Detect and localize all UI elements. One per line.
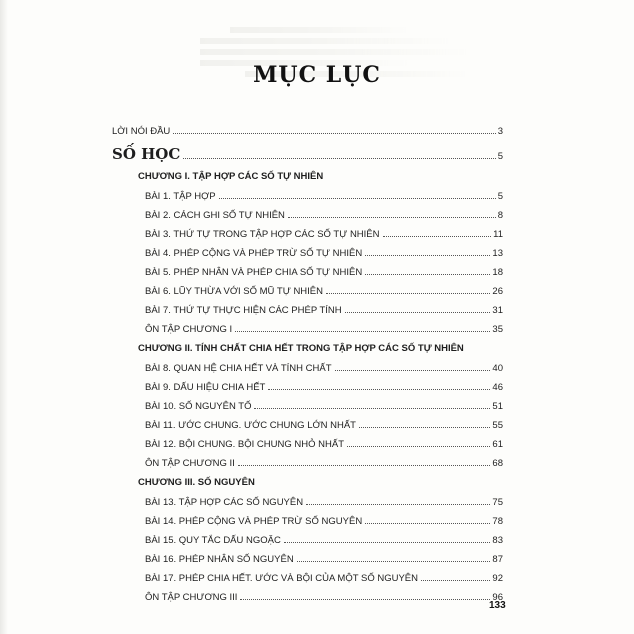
toc-entry-label: BÀI 11. ƯỚC CHUNG. ƯỚC CHUNG LỚN NHẤT <box>145 420 356 431</box>
toc-entry-label: BÀI 12. BỘI CHUNG. BỘI CHUNG NHỎ NHẤT <box>145 439 344 450</box>
toc-entry <box>112 244 503 263</box>
dot-leader <box>284 542 491 543</box>
toc-entry-label: ÔN TẬP CHƯƠNG I <box>145 324 233 335</box>
table-of-contents <box>112 122 503 607</box>
toc-entry-label: BÀI 14. PHÉP CỘNG VÀ PHÉP TRỪ SỐ NGUYÊN <box>145 516 363 527</box>
toc-entry-label: BÀI 6. LŨY THỪA VỚI SỐ MŨ TỰ NHIÊN <box>145 286 323 297</box>
toc-part-heading <box>112 141 503 167</box>
toc-entry-page: 92 <box>492 573 503 584</box>
toc-entry-label: BÀI 2. CÁCH GHI SỐ TỰ NHIÊN <box>145 210 285 221</box>
dot-leader <box>383 236 492 237</box>
toc-entry-label: BÀI 3. THỨ TỰ TRONG TẬP HỢP CÁC SỐ TỰ NHIÊN <box>145 229 380 240</box>
toc-entry-label: BÀI 13. TẬP HỢP CÁC SỐ NGUYÊN <box>145 497 304 508</box>
toc-entry-label: BÀI 4. PHÉP CỘNG VÀ PHÉP TRỪ SỐ TỰ NHIÊN <box>145 248 363 259</box>
dot-leader <box>297 561 491 562</box>
toc-entry-page: 83 <box>492 535 503 546</box>
toc-chapter-heading <box>112 339 503 359</box>
dot-leader <box>365 255 490 256</box>
dot-leader <box>365 523 490 524</box>
toc-entry-page: 5 <box>497 191 503 202</box>
dot-leader <box>238 465 491 466</box>
dot-leader <box>183 158 495 159</box>
toc-entry-label: CHƯƠNG II. TÍNH CHẤT CHIA HẾT TRONG TẬP HỢP CÁC SỐ TỰ NHIÊN <box>138 343 464 354</box>
dot-leader <box>219 198 496 199</box>
toc-entry <box>112 531 503 550</box>
toc-entry-label: CHƯƠNG III. SỐ NGUYÊN <box>138 477 255 488</box>
toc-entry-page: 96 <box>492 592 503 603</box>
toc-entry-page: 51 <box>492 401 503 412</box>
toc-entry <box>112 493 503 512</box>
toc-entry-label: BÀI 5. PHÉP NHÂN VÀ PHÉP CHIA SỐ TỰ NHIÊN <box>145 267 363 278</box>
toc-entry-page: 18 <box>492 267 503 278</box>
dot-leader <box>359 427 490 428</box>
toc-entry-label: BÀI 10. SỐ NGUYÊN TỐ <box>145 401 252 412</box>
dot-leader <box>345 312 491 313</box>
toc-entry <box>112 569 503 588</box>
page-spine-shadow <box>0 0 8 634</box>
toc-entry-label: LỜI NÓI ĐẦU <box>112 126 171 137</box>
toc-review-entry <box>112 588 503 607</box>
toc-entry-page: 55 <box>492 420 503 431</box>
toc-entry-page: 3 <box>497 126 503 137</box>
toc-entry-label: SỐ HỌC <box>112 145 181 163</box>
dot-leader <box>335 370 491 371</box>
toc-entry-label: ÔN TẬP CHƯƠNG III <box>145 592 238 603</box>
dot-leader <box>240 599 490 600</box>
toc-review-entry <box>112 454 503 473</box>
toc-entry-label: BÀI 1. TẬP HỢP <box>145 191 216 202</box>
toc-entry <box>112 225 503 244</box>
toc-entry-page: 68 <box>492 458 503 469</box>
toc-entry <box>112 416 503 435</box>
toc-entry-page: 11 <box>493 229 503 240</box>
dot-leader <box>173 133 495 134</box>
toc-entry-label: CHƯƠNG I. TẬP HỢP CÁC SỐ TỰ NHIÊN <box>138 171 324 182</box>
toc-entry <box>112 206 503 225</box>
toc-entry <box>112 435 503 454</box>
page-number: 133 <box>489 600 506 611</box>
toc-entry-page: 46 <box>492 382 503 393</box>
toc-entry <box>112 301 503 320</box>
dot-leader <box>347 446 490 447</box>
toc-entry-page: 31 <box>492 305 503 316</box>
toc-entry-page: 87 <box>492 554 503 565</box>
page-title: MỤC LỤC <box>253 62 381 88</box>
dot-leader <box>288 217 496 218</box>
toc-entry-page: 5 <box>497 151 503 162</box>
toc-entry-page: 40 <box>492 363 503 374</box>
dot-leader <box>268 389 490 390</box>
toc-entry-label: ÔN TẬP CHƯƠNG II <box>145 458 235 469</box>
dot-leader <box>421 580 490 581</box>
toc-entry-page: 78 <box>492 516 503 527</box>
dot-leader <box>365 274 490 275</box>
dot-leader <box>326 293 490 294</box>
toc-entry <box>112 359 503 378</box>
toc-chapter-heading <box>112 167 503 187</box>
toc-entry-page: 75 <box>492 497 503 508</box>
toc-entry-label: BÀI 17. PHÉP CHIA HẾT. ƯỚC VÀ BỘI CỦA MỘT SỐ NGUYÊN <box>145 573 419 584</box>
toc-entry <box>112 512 503 531</box>
dot-leader <box>306 504 490 505</box>
toc-entry <box>112 397 503 416</box>
toc-entry-label: BÀI 7. THỨ TỰ THỰC HIỆN CÁC PHÉP TÍNH <box>145 305 342 316</box>
toc-review-entry <box>112 320 503 339</box>
toc-entry <box>112 122 503 141</box>
toc-entry-label: BÀI 15. QUY TẮC DẤU NGOẶC <box>145 535 281 546</box>
toc-entry <box>112 282 503 301</box>
toc-entry-page: 8 <box>497 210 503 221</box>
dot-leader <box>235 331 490 332</box>
toc-entry <box>112 550 503 569</box>
toc-entry <box>112 378 503 397</box>
toc-entry-page: 13 <box>492 248 503 259</box>
toc-entry-label: BÀI 16. PHÉP NHÂN SỐ NGUYÊN <box>145 554 294 565</box>
toc-entry-label: BÀI 9. DẤU HIỆU CHIA HẾT <box>145 382 266 393</box>
toc-entry-page: 61 <box>492 439 503 450</box>
toc-entry-page: 35 <box>492 324 503 335</box>
dot-leader <box>254 408 490 409</box>
toc-entry-page: 26 <box>492 286 503 297</box>
toc-entry <box>112 187 503 206</box>
toc-entry <box>112 263 503 282</box>
toc-entry-label: BÀI 8. QUAN HỆ CHIA HẾT VÀ TÍNH CHẤT <box>145 363 332 374</box>
toc-chapter-heading <box>112 473 503 493</box>
